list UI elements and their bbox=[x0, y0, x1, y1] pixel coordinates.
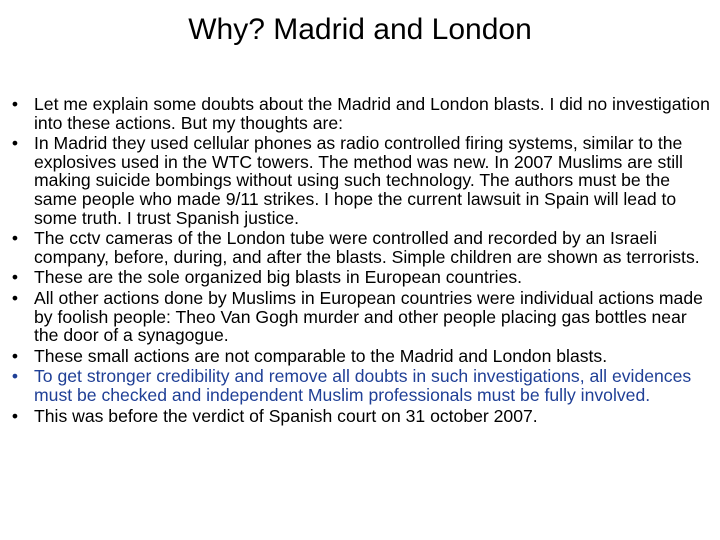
bullet-item-small-actions bbox=[0, 347, 712, 366]
bullet-icon: • bbox=[11, 133, 19, 154]
bullet-item-credibility bbox=[0, 367, 712, 404]
bullet-text: The cctv cameras of the London tube were controlled and recorded by an Israeli company, before, during, and after the blasts. Simple children are shown as terrorists. bbox=[34, 228, 700, 267]
bullet-text: All other actions done by Muslims in European countries were individual actions made by foolish people: Theo Van Gogh murder and other people placing gas bottles near the door of a synagogue. bbox=[34, 287, 703, 346]
bullet-icon: • bbox=[11, 287, 19, 308]
slide-title: Why? Madrid and London bbox=[188, 13, 532, 46]
bullet-list bbox=[0, 95, 712, 427]
bullet-item-individual-actions bbox=[0, 289, 712, 345]
bullet-icon: • bbox=[11, 228, 19, 249]
bullet-icon: • bbox=[11, 345, 19, 366]
bullet-text: To get stronger credibility and remove all doubts in such investigations, all evidences must be checked and independent Muslim professionals must be fully involved. bbox=[34, 366, 692, 405]
bullet-icon: • bbox=[11, 366, 19, 387]
bullet-item-london-cctv bbox=[0, 229, 712, 266]
bullet-item-explain-doubts bbox=[0, 95, 712, 132]
bullet-text: In Madrid they used cellular phones as radio controlled firing systems, similar to the explosives used in the WTC towers. The method was new. In 2007 Muslims are still making suicide bombings without using such technology. The authors must be the same people who made 9/11 strikes. I hope the current lawsuit in Spain will lead to some truth. I trust Spanish justice. bbox=[34, 133, 683, 228]
bullet-icon: • bbox=[11, 267, 19, 288]
bullet-item-madrid-method bbox=[0, 134, 712, 227]
bullet-text: These are the sole organized big blasts in European countries. bbox=[34, 267, 523, 288]
bullet-text: Let me explain some doubts about the Madrid and London blasts. I did no investigation into these actions. But my thoughts are: bbox=[34, 94, 710, 133]
bullet-text: This was before the verdict of Spanish court on 31 october 2007. bbox=[34, 405, 538, 426]
bullet-item-sole-blasts bbox=[0, 268, 712, 287]
bullet-icon: • bbox=[11, 405, 19, 426]
bullet-icon: • bbox=[11, 94, 19, 114]
bullet-item-verdict bbox=[0, 407, 712, 426]
bullet-text: These small actions are not comparable to the Madrid and London blasts. bbox=[34, 345, 608, 366]
